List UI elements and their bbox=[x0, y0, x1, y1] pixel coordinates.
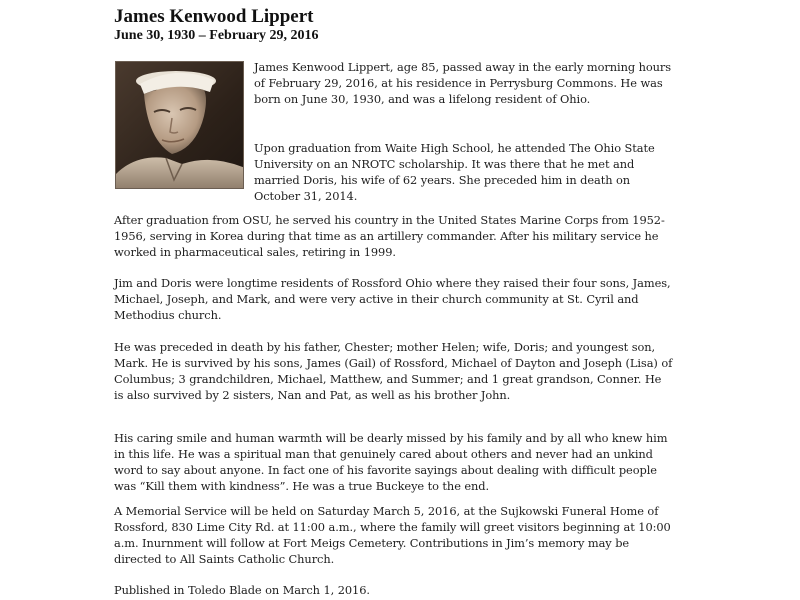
obituary-paragraph-survivors: He was preceded in death by his father, Chester; mother Helen; wife, Doris; and youngest son, Mark. He is survived by his sons, James (Gail) of Rossford, Michael of Dayton and Joseph (Lisa) of Columbus; 3 grandchildren, Michael, Matthew, and Summer; and 1 great grandson, Conner. He is also survived by 2 sisters, Nan and Pat, as well as his brother John. bbox=[114, 340, 673, 403]
obituary-paragraph-service: After graduation from OSU, he served his country in the United States Marine Corps from 1952-1956, serving in Korea during that time as an artillery commander. After his military service he worked in pharmaceutical sales, retiring in 1999. bbox=[114, 213, 665, 260]
publication-note: Published in Toledo Blade on March 1, 2016. bbox=[114, 583, 370, 597]
obituary-paragraph-family: Jim and Doris were longtime residents of Rossford Ohio where they raised their four sons, James, Michael, Joseph, and Mark, and were very active in their church community at St. Cyril and Methodius church. bbox=[114, 276, 671, 323]
obituary-paragraph-tribute: His caring smile and human warmth will be dearly missed by his family and by all who knew him in this life. He was a spiritual man that genuinely cared about others and never had an unkind word to say about anyone. In fact one of his favorite sayings about dealing with difficult people was “Kill them with kindness”. He was a true Buckeye to the end. bbox=[114, 431, 668, 494]
obituary-paragraph-memorial: A Memorial Service will be held on Saturday March 5, 2016, at the Sujkowski Funeral Home of Rossford, 830 Lime City Rd. at 11:00 a.m., where the family will greet visitors beginning at 10:00 a.m. Inurnment will follow at Fort Meigs Cemetery. Contributions in Jim’s memory may be directed to All Saints Catholic Church. bbox=[114, 504, 671, 567]
portrait-photo-icon bbox=[116, 62, 244, 189]
obituary-paragraph-education: Upon graduation from Waite High School, he attended The Ohio State University on an NROTC scholarship. It was there that he met and married Doris, his wife of 62 years. She preceded him in death on October 31, 2014. bbox=[254, 141, 655, 204]
life-dates: June 30, 1930 – February 29, 2016 bbox=[114, 28, 319, 43]
obituary-title: James Kenwood Lippert bbox=[114, 6, 314, 27]
obituary-paragraph-intro: James Kenwood Lippert, age 85, passed away in the early morning hours of February 29, 2016, at his residence in Perrysburg Commons. He was born on June 30, 1930, and was a lifelong resident of Ohio. bbox=[254, 60, 671, 107]
portrait-photo bbox=[115, 61, 244, 189]
